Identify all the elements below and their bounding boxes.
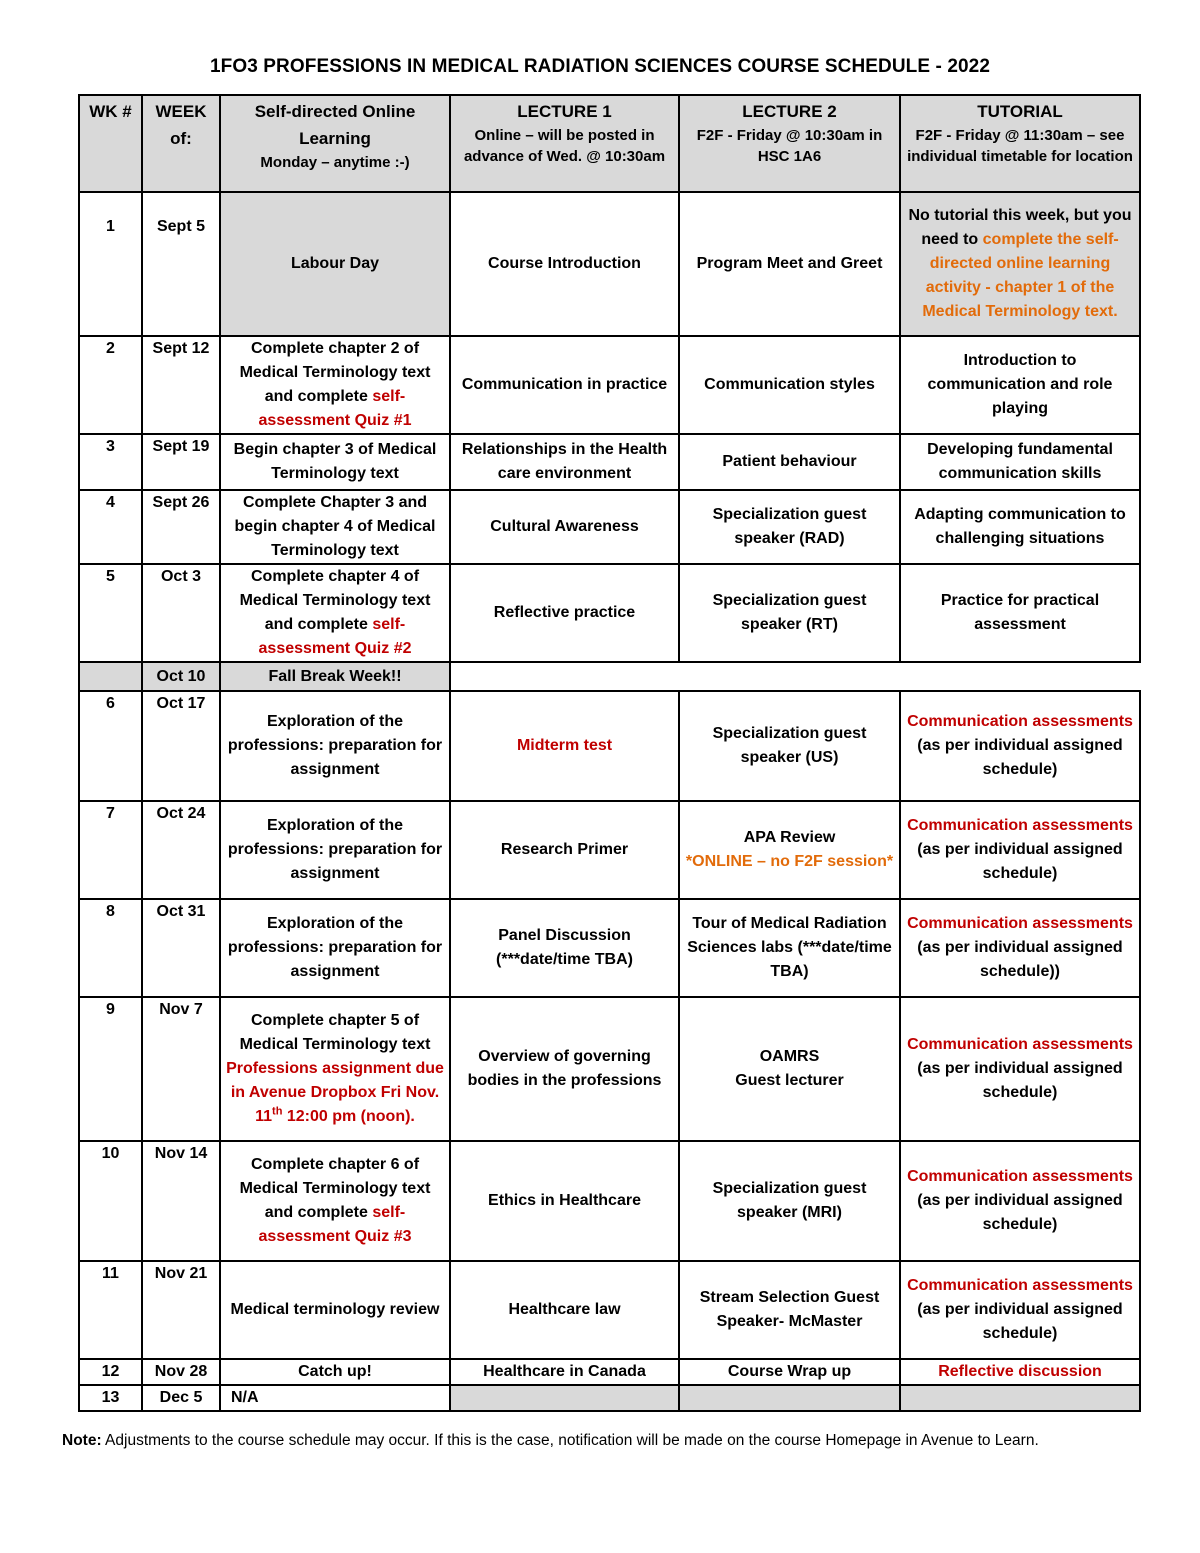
table-row	[79, 434, 1140, 490]
lecture-2-cell: Stream Selection Guest Speaker- McMaster	[679, 1261, 900, 1359]
self-directed-cell: Catch up!	[220, 1359, 450, 1385]
lecture-1-cell: Overview of governing bodies in the professions	[450, 997, 679, 1141]
table-row	[79, 899, 1140, 997]
tutorial-cell: Communication assessments (as per individual assigned schedule)	[900, 1261, 1140, 1359]
break-label: Fall Break Week!!	[220, 662, 450, 691]
lecture-2-cell: Course Wrap up	[679, 1359, 900, 1385]
week-date: Oct 31	[142, 899, 220, 997]
week-date: Oct 3	[142, 564, 220, 662]
header-row	[79, 95, 1140, 192]
header-lecture-1: LECTURE 1 Online – will be posted in advance of Wed. @ 10:30am	[450, 95, 679, 192]
page-title: 1FO3 PROFESSIONS IN MEDICAL RADIATION SCIENCES COURSE SCHEDULE - 2022	[209, 56, 991, 77]
tutorial-cell: Communication assessments (as per individual assigned schedule)	[900, 1141, 1140, 1261]
week-number: 8	[79, 899, 142, 997]
self-directed-cell: Exploration of the professions: preparation for assignment	[220, 899, 450, 997]
schedule-table	[78, 94, 1141, 1412]
lecture-1-cell: Communication in practice	[450, 336, 679, 434]
lecture-2-cell: Specialization guest speaker (MRI)	[679, 1141, 900, 1261]
week-date: Nov 28	[142, 1359, 220, 1385]
lecture-1-cell: Relationships in the Health care environment	[450, 434, 679, 490]
header-week-of: WEEK of:	[142, 95, 220, 192]
week-number: 3	[79, 434, 142, 490]
table-row	[79, 1359, 1140, 1385]
self-directed-cell: Exploration of the professions: preparation for assignment	[220, 691, 450, 801]
week-number	[79, 662, 142, 691]
week-date: Oct 10	[142, 662, 220, 691]
lecture-2-cell: Patient behaviour	[679, 434, 900, 490]
week-number: 4	[79, 490, 142, 564]
week-number: 13	[79, 1385, 142, 1411]
lecture-2-cell: Communication styles	[679, 336, 900, 434]
week-date: Nov 21	[142, 1261, 220, 1359]
lecture-2-cell: APA Review *ONLINE – no F2F session*	[679, 801, 900, 899]
schedule-note	[62, 1432, 1039, 1450]
empty-cell	[900, 662, 1140, 691]
week-number: 11	[79, 1261, 142, 1359]
empty-cell	[679, 1385, 900, 1411]
table-row	[79, 490, 1140, 564]
self-directed-cell: Labour Day	[220, 192, 450, 336]
lecture-2-cell: Specialization guest speaker (RAD)	[679, 490, 900, 564]
tutorial-cell: No tutorial this week, but you need to complete the self-directed online learning activity - chapter 1 of the Medical Terminology text.	[900, 192, 1140, 336]
note-text: Adjustments to the course schedule may occur. If this is the case, notification will be made on the course Homepage in Avenue to Learn.	[101, 1432, 1039, 1449]
empty-cell	[679, 662, 900, 691]
empty-cell	[450, 1385, 679, 1411]
header-tutorial: TUTORIAL F2F - Friday @ 11:30am – see individual timetable for location	[900, 95, 1140, 192]
week-number: 5	[79, 564, 142, 662]
table-row	[79, 1141, 1140, 1261]
week-date: Nov 14	[142, 1141, 220, 1261]
tutorial-cell: Communication assessments (as per individual assigned schedule)	[900, 997, 1140, 1141]
self-directed-cell: Begin chapter 3 of Medical Terminology text	[220, 434, 450, 490]
week-date: Sept 26	[142, 490, 220, 564]
table-row	[79, 801, 1140, 899]
lecture-1-cell: Course Introduction	[450, 192, 679, 336]
lecture-1-cell: Cultural Awareness	[450, 490, 679, 564]
lecture-1-cell: Panel Discussion (***date/time TBA)	[450, 899, 679, 997]
note-label: Note:	[62, 1432, 102, 1449]
table-row	[79, 1385, 1140, 1411]
lecture-1-cell: Reflective practice	[450, 564, 679, 662]
week-number: 6	[79, 691, 142, 801]
table-row	[79, 1261, 1140, 1359]
table-row	[79, 997, 1140, 1141]
week-number: 9	[79, 997, 142, 1141]
tutorial-cell: Practice for practical assessment	[900, 564, 1140, 662]
week-date: Nov 7	[142, 997, 220, 1141]
week-number: 7	[79, 801, 142, 899]
self-directed-cell: Exploration of the professions: preparation for assignment	[220, 801, 450, 899]
table-row	[79, 336, 1140, 434]
week-date: Sept 5	[142, 192, 220, 336]
self-directed-cell: Complete chapter 5 of Medical Terminology text Professions assignment due in Avenue Dropbox Fri Nov. 11th 12:00 pm (noon).	[220, 997, 450, 1141]
self-directed-cell: Complete chapter 2 of Medical Terminology text and complete self-assessment Quiz #1	[220, 336, 450, 434]
lecture-1-cell: Research Primer	[450, 801, 679, 899]
week-date: Oct 17	[142, 691, 220, 801]
tutorial-cell: Adapting communication to challenging situations	[900, 490, 1140, 564]
tutorial-cell: Communication assessments (as per individual assigned schedule)	[900, 691, 1140, 801]
tutorial-cell: Introduction to communication and role playing	[900, 336, 1140, 434]
self-directed-cell: Complete chapter 6 of Medical Terminology text and complete self-assessment Quiz #3	[220, 1141, 450, 1261]
tutorial-cell: Communication assessments (as per individual assigned schedule))	[900, 899, 1140, 997]
lecture-1-cell: Healthcare law	[450, 1261, 679, 1359]
tutorial-cell: Developing fundamental communication skills	[900, 434, 1140, 490]
empty-cell	[900, 1385, 1140, 1411]
lecture-1-cell: Midterm test	[450, 691, 679, 801]
lecture-2-cell: Program Meet and Greet	[679, 192, 900, 336]
lecture-2-cell: Specialization guest speaker (US)	[679, 691, 900, 801]
week-date: Sept 19	[142, 434, 220, 490]
week-date: Sept 12	[142, 336, 220, 434]
lecture-2-cell: Specialization guest speaker (RT)	[679, 564, 900, 662]
lecture-2-cell: Tour of Medical Radiation Sciences labs (***date/time TBA)	[679, 899, 900, 997]
header-self-directed: Self-directed Online Learning Monday – anytime :-)	[220, 95, 450, 192]
empty-cell	[450, 662, 679, 691]
tutorial-cell: Reflective discussion	[900, 1359, 1140, 1385]
lecture-1-cell: Healthcare in Canada	[450, 1359, 679, 1385]
self-directed-cell: Medical terminology review	[220, 1261, 450, 1359]
self-directed-cell: Complete Chapter 3 and begin chapter 4 of Medical Terminology text	[220, 490, 450, 564]
tutorial-cell: Communication assessments (as per individual assigned schedule)	[900, 801, 1140, 899]
week-number: 10	[79, 1141, 142, 1261]
lecture-2-cell: OAMRS Guest lecturer	[679, 997, 900, 1141]
header-lecture-2: LECTURE 2 F2F - Friday @ 10:30am in HSC 1A6	[679, 95, 900, 192]
week-number: 2	[79, 336, 142, 434]
week-date: Oct 24	[142, 801, 220, 899]
header-wk: WK #	[79, 95, 142, 192]
lecture-1-cell: Ethics in Healthcare	[450, 1141, 679, 1261]
break-row	[79, 662, 1140, 691]
table-row	[79, 564, 1140, 662]
self-directed-cell: N/A	[220, 1385, 450, 1411]
week-number: 1	[79, 192, 142, 336]
week-number: 12	[79, 1359, 142, 1385]
week-date: Dec 5	[142, 1385, 220, 1411]
table-row	[79, 691, 1140, 801]
table-row	[79, 192, 1140, 336]
self-directed-cell: Complete chapter 4 of Medical Terminology text and complete self-assessment Quiz #2	[220, 564, 450, 662]
